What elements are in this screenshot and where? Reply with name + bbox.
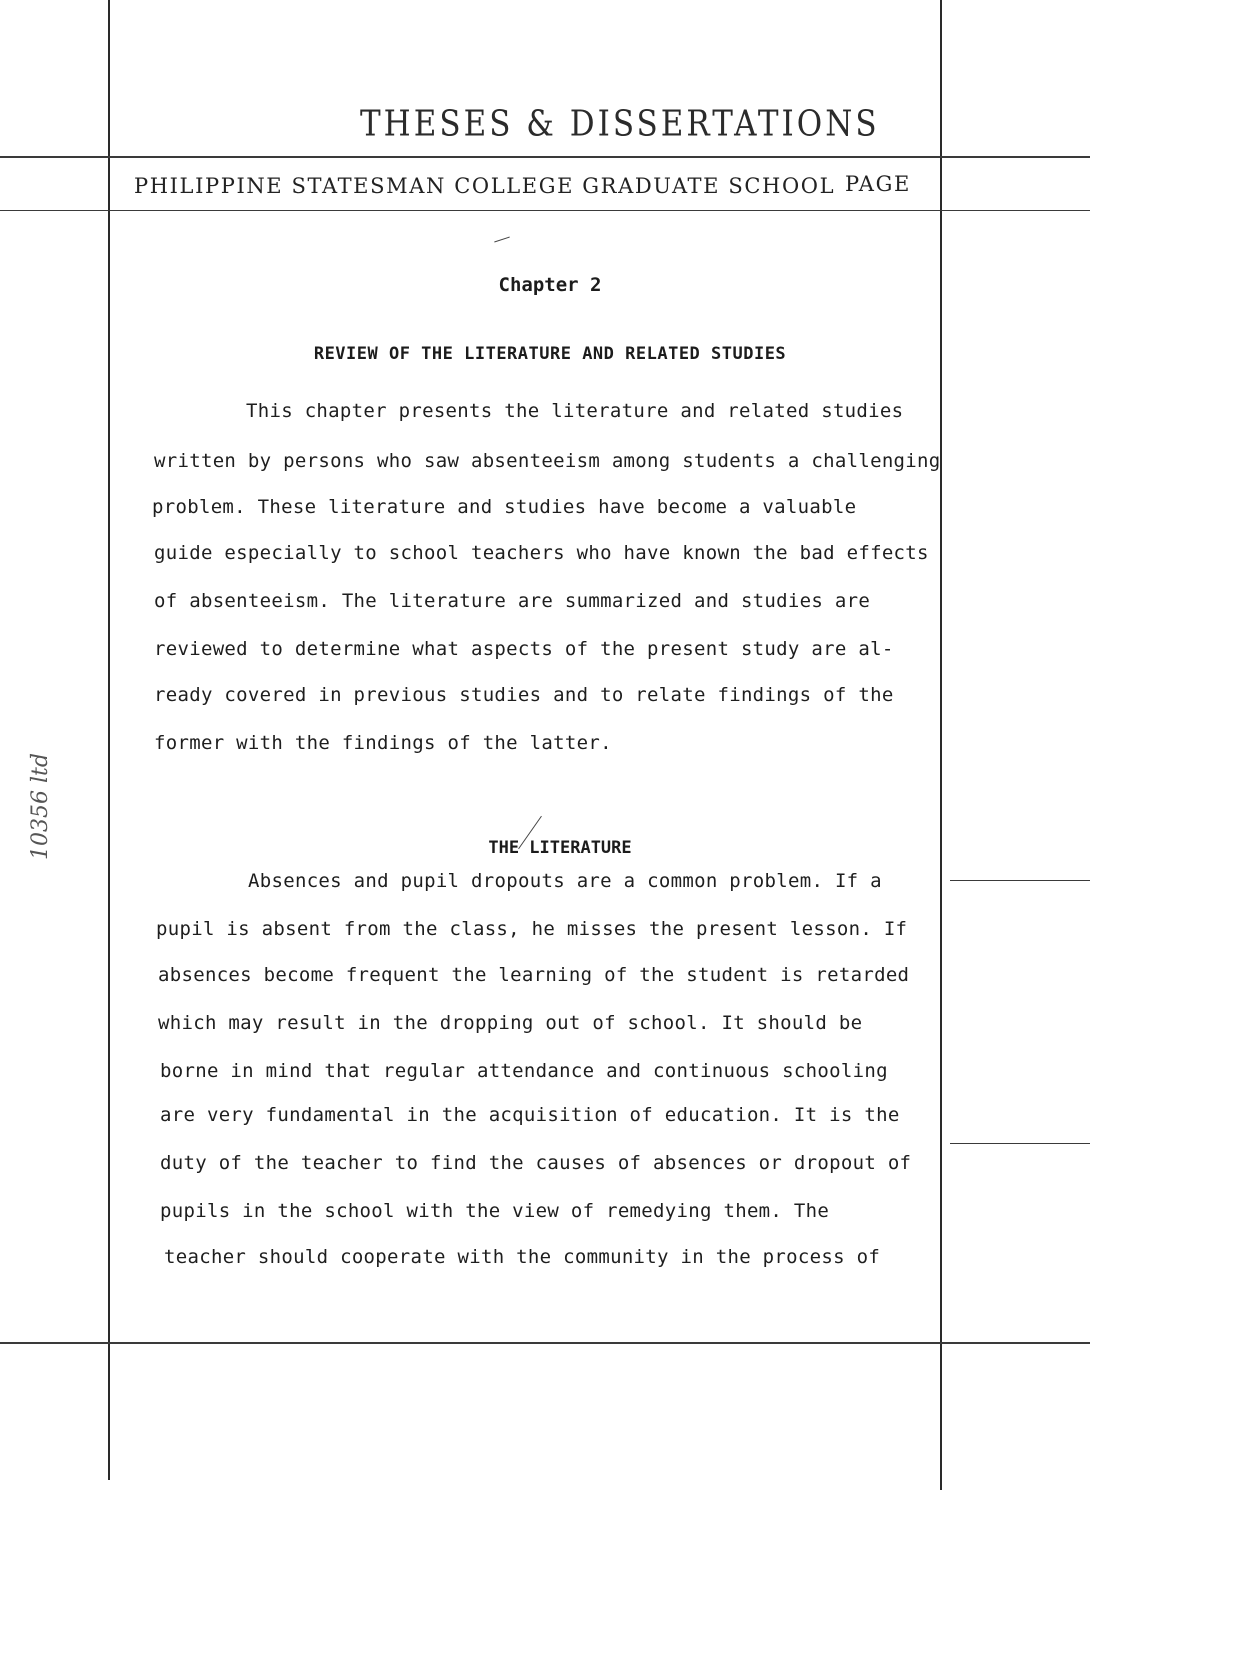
section-title: REVIEW OF THE LITERATURE AND RELATED STUDIES <box>313 344 787 364</box>
text-line: ready covered in previous studies and to relate findings of the <box>154 684 894 706</box>
text-line: former with the findings of the latter. <box>154 732 612 754</box>
header-bottom-rule <box>0 210 1090 211</box>
chapter-heading: Chapter 2 <box>498 274 602 296</box>
school-name: PHILIPPINE STATESMAN COLLEGE GRADUATE SCHOOL <box>134 174 836 198</box>
pen-mark <box>494 237 510 243</box>
text-line: reviewed to determine what aspects of the present study are al- <box>154 638 894 660</box>
text-line: borne in mind that regular attendance and continuous schooling <box>160 1060 888 1082</box>
text-line: which may result in the dropping out of school. It should be <box>158 1012 863 1034</box>
text-line: problem. These literature and studies have become a valuable <box>152 496 857 518</box>
right-margin-line <box>940 0 942 1490</box>
text-line: pupils in the school with the view of remedying them. The <box>160 1200 830 1222</box>
theses-stamp: THESES & DISSERTATIONS <box>360 103 880 145</box>
text-line: are very fundamental in the acquisition of education. It is the <box>160 1104 900 1126</box>
literature-subhead: THE LITERATURE <box>488 838 632 858</box>
text-line: Absences and pupil dropouts are a common problem. If a <box>248 870 882 892</box>
handwritten-accession-note: 10356 ltd <box>28 753 53 860</box>
footer-rule <box>0 1342 1090 1344</box>
text-line: of absenteeism. The literature are summarized and studies are <box>154 590 871 612</box>
right-side-rule-2 <box>950 1143 1090 1144</box>
text-line: guide especially to school teachers who have known the bad effects <box>154 542 929 564</box>
left-margin-line <box>108 0 110 1480</box>
text-line: duty of the teacher to find the causes of absences or dropout of <box>160 1152 912 1174</box>
text-line: pupil is absent from the class, he misses the present lesson. If <box>156 918 908 940</box>
text-line: absences become frequent the learning of the student is retarded <box>158 964 910 986</box>
text-line: written by persons who saw absenteeism among students a challenging <box>154 450 941 472</box>
text-line: teacher should cooperate with the community in the process of <box>164 1246 881 1268</box>
header-top-rule <box>0 156 1090 158</box>
page-label: PAGE <box>845 172 911 196</box>
right-side-rule <box>950 880 1090 881</box>
text-line: This chapter presents the literature and related studies <box>246 400 904 422</box>
